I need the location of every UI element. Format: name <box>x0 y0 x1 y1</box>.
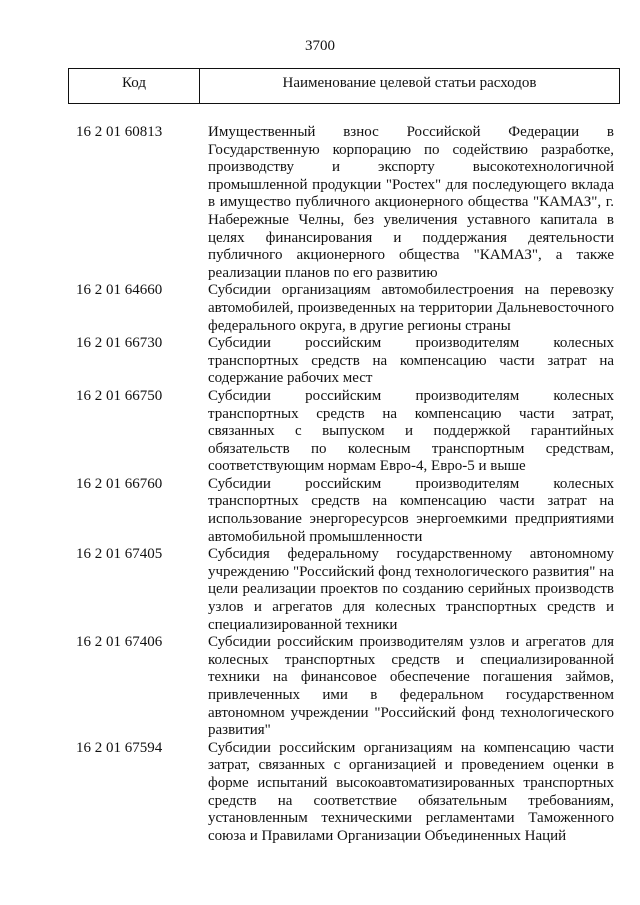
header-name: Наименование целевой статьи расходов <box>282 75 537 91</box>
table-row <box>0 124 640 282</box>
row-code: 16 2 01 67406 <box>76 634 163 651</box>
row-code: 16 2 01 66750 <box>76 387 163 404</box>
row-description: Субсидии российским производителям колесных транспортных средств на компенсацию части затрат, связанных с выпуском и поддержкой гарантийных обязательств по колесным транспортным средствам, соответствующим нормам Евро-4, Евро-5 и выше <box>208 387 614 475</box>
table-row <box>0 282 640 335</box>
table-row <box>0 476 640 546</box>
table-row <box>0 335 640 388</box>
row-code: 16 2 01 66730 <box>76 335 163 352</box>
row-code: 16 2 01 64660 <box>76 282 163 299</box>
row-description: Субсидии российским производителям колесных транспортных средств на компенсацию части затрат на использование энергоресурсов энергоемкими предприятиями автомобильной промышленности <box>208 475 614 545</box>
row-description: Субсидии российским производителям узлов и агрегатов для колесных транспортных средств и специализированной техники на финансовое обеспечение погашения займов, привлеченных ими в федеральном государственном автономном учреждении "Российский фонд технологического развития" <box>208 634 614 739</box>
row-code: 16 2 01 67405 <box>76 546 163 563</box>
table-header <box>68 68 620 104</box>
row-code: 16 2 01 66760 <box>76 475 163 492</box>
budget-items-list <box>0 124 640 845</box>
row-description: Субсидии российским производителям колесных транспортных средств на компенсацию части затрат на содержание рабочих мест <box>208 335 614 387</box>
row-description: Субсидии российским организациям на компенсацию части затрат, связанных с организацией и проведением оценки в форме испытаний высокоавтоматизированных транспортных средств на соответствие обязательным требованиям, установленным техническими регламентами Таможенного союза и Правилами Организации Объединенных Наций <box>208 739 614 844</box>
row-description: Имущественный взнос Российской Федерации в Государственную корпорацию по содействию разработке, производству и экспорту высокотехнологичной промышленной продукции "Ростех" для последующего вклада в имущество публичного акционерного общества "КАМАЗ", г. Набережные Челны, без увеличения уставного капитала в целях финансирования и поддержания деятельности публичного акционерного общества "КАМАЗ", а также реализации планов по его развитию <box>208 124 614 281</box>
row-code: 16 2 01 60813 <box>76 124 163 140</box>
row-description: Субсидия федеральному государственному автономному учреждению "Российский фонд технологического развития" на цели реализации проектов по созданию серийных производств узлов и агрегатов для колесных транспортных средств и специализированной техники <box>208 546 614 633</box>
table-row <box>0 388 640 476</box>
row-description: Субсидии организациям автомобилестроения на перевозку автомобилей, произведенных на территории Дальневосточного федерального округа, в другие регионы страны <box>208 282 614 334</box>
header-code: Код <box>69 69 200 103</box>
table-row <box>0 546 640 634</box>
page-number: 3700 <box>305 38 335 54</box>
table-row <box>0 740 640 846</box>
table-row <box>0 634 640 740</box>
row-code: 16 2 01 67594 <box>76 739 163 756</box>
